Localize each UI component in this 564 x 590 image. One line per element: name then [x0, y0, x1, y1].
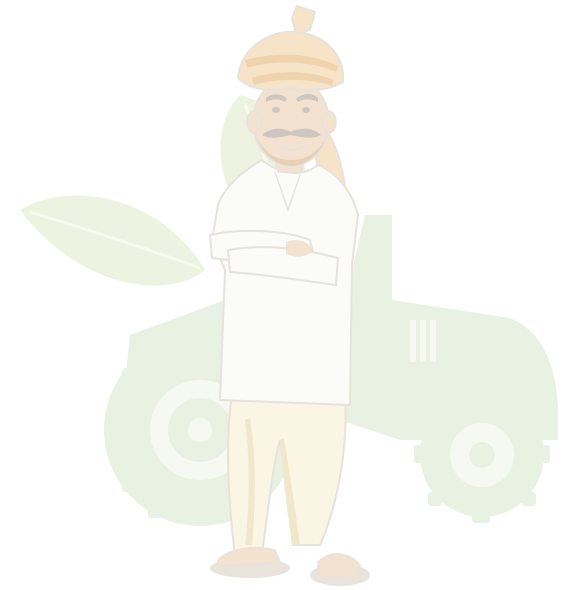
dhoti [228, 395, 346, 555]
left-sandal [210, 548, 290, 578]
farmer [210, 6, 370, 586]
right-sandal [310, 554, 370, 586]
leaf-left [20, 196, 205, 286]
turban-crest [292, 6, 315, 34]
tractor-grille [410, 320, 436, 362]
tractor-front-wheel [414, 387, 550, 523]
turban [238, 6, 343, 90]
